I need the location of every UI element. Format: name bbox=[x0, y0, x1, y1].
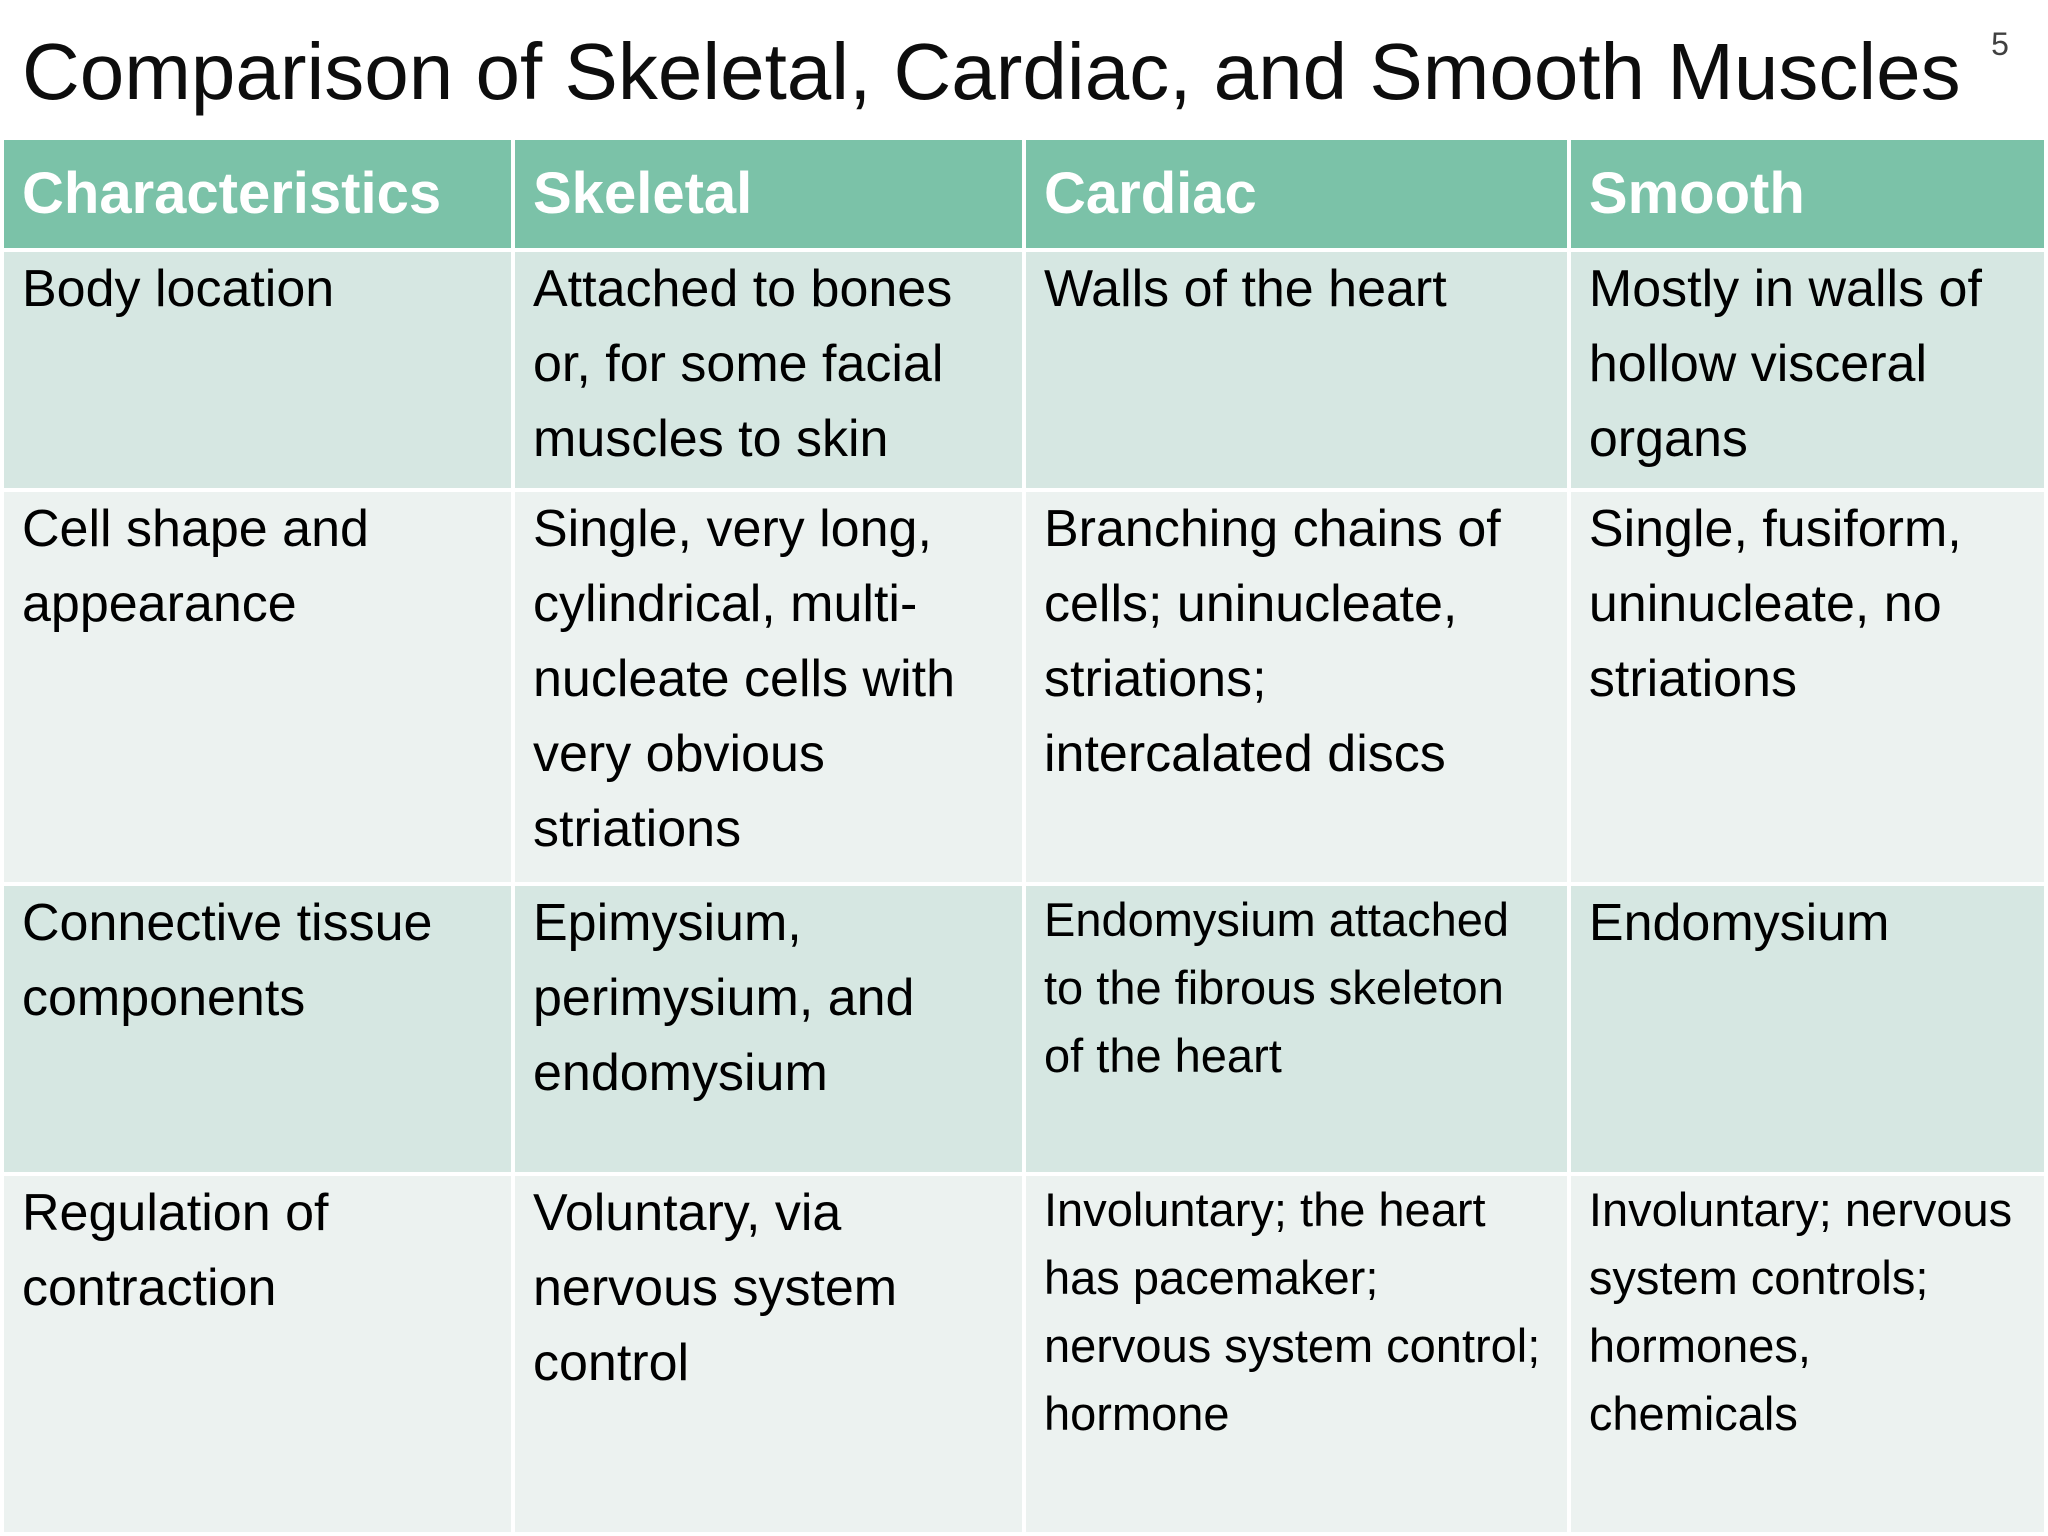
table-row bbox=[2, 1174, 2046, 1534]
cardiac-value: Walls of the heart bbox=[1044, 260, 1447, 318]
slide-title: Comparison of Skeletal, Cardiac, and Smooth Muscles bbox=[22, 27, 1961, 116]
table-header-row bbox=[2, 138, 2046, 250]
header-characteristics: Characteristics bbox=[2, 138, 513, 250]
cardiac-value: Endomysium attached to the fibrous skeleton of the heart bbox=[1044, 893, 1510, 1082]
smooth-value: Mostly in walls of hollow visceral organs bbox=[1588, 260, 1982, 468]
skeletal-value: Voluntary, via nervous system control bbox=[533, 1184, 898, 1392]
characteristic-label: Body location bbox=[22, 260, 335, 318]
table-row bbox=[2, 884, 2046, 1174]
smooth-cell bbox=[1569, 884, 2046, 1174]
characteristic-cell bbox=[2, 490, 513, 884]
slide-number: 5 bbox=[1991, 26, 2009, 62]
table-row bbox=[2, 490, 2046, 884]
cardiac-cell bbox=[1024, 490, 1569, 884]
skeletal-cell bbox=[513, 884, 1024, 1174]
smooth-cell bbox=[1569, 490, 2046, 884]
cardiac-value: Branching chains of cells; uninucleate, striations; intercalated discs bbox=[1044, 500, 1501, 783]
smooth-cell bbox=[1569, 1174, 2046, 1534]
characteristic-label: Regulation of contraction bbox=[22, 1184, 329, 1317]
skeletal-value: Epimysium, perimysium, and endomysium bbox=[533, 894, 915, 1102]
cardiac-value: Involuntary; the heart has pacemaker; nervous system control; hormone bbox=[1044, 1183, 1541, 1440]
characteristic-cell bbox=[2, 1174, 513, 1534]
characteristic-cell bbox=[2, 250, 513, 490]
characteristic-label: Connective tissue components bbox=[22, 894, 433, 1027]
table-row bbox=[2, 250, 2046, 490]
smooth-cell bbox=[1569, 250, 2046, 490]
skeletal-cell bbox=[513, 250, 1024, 490]
skeletal-value: Attached to bones or, for some facial muscles to skin bbox=[533, 260, 953, 468]
smooth-value: Endomysium bbox=[1588, 894, 1890, 952]
cardiac-cell bbox=[1024, 250, 1569, 490]
skeletal-cell bbox=[513, 490, 1024, 884]
cardiac-cell bbox=[1024, 884, 1569, 1174]
header-cardiac: Cardiac bbox=[1024, 138, 1569, 250]
cardiac-cell bbox=[1024, 1174, 1569, 1534]
smooth-value: Single, fusiform, uninucleate, no striations bbox=[1588, 500, 1962, 708]
smooth-value: Involuntary; nervous system controls; hormones, chemicals bbox=[1588, 1183, 2013, 1440]
skeletal-cell bbox=[513, 1174, 1024, 1534]
characteristic-cell bbox=[2, 884, 513, 1174]
header-smooth: Smooth bbox=[1569, 138, 2046, 250]
header-skeletal: Skeletal bbox=[513, 138, 1024, 250]
muscle-comparison-table bbox=[0, 136, 2048, 1536]
skeletal-value: Single, very long, cylindrical, multi-nucleate cells with very obvious striations bbox=[533, 500, 955, 858]
characteristic-label: Cell shape and appearance bbox=[22, 500, 369, 633]
